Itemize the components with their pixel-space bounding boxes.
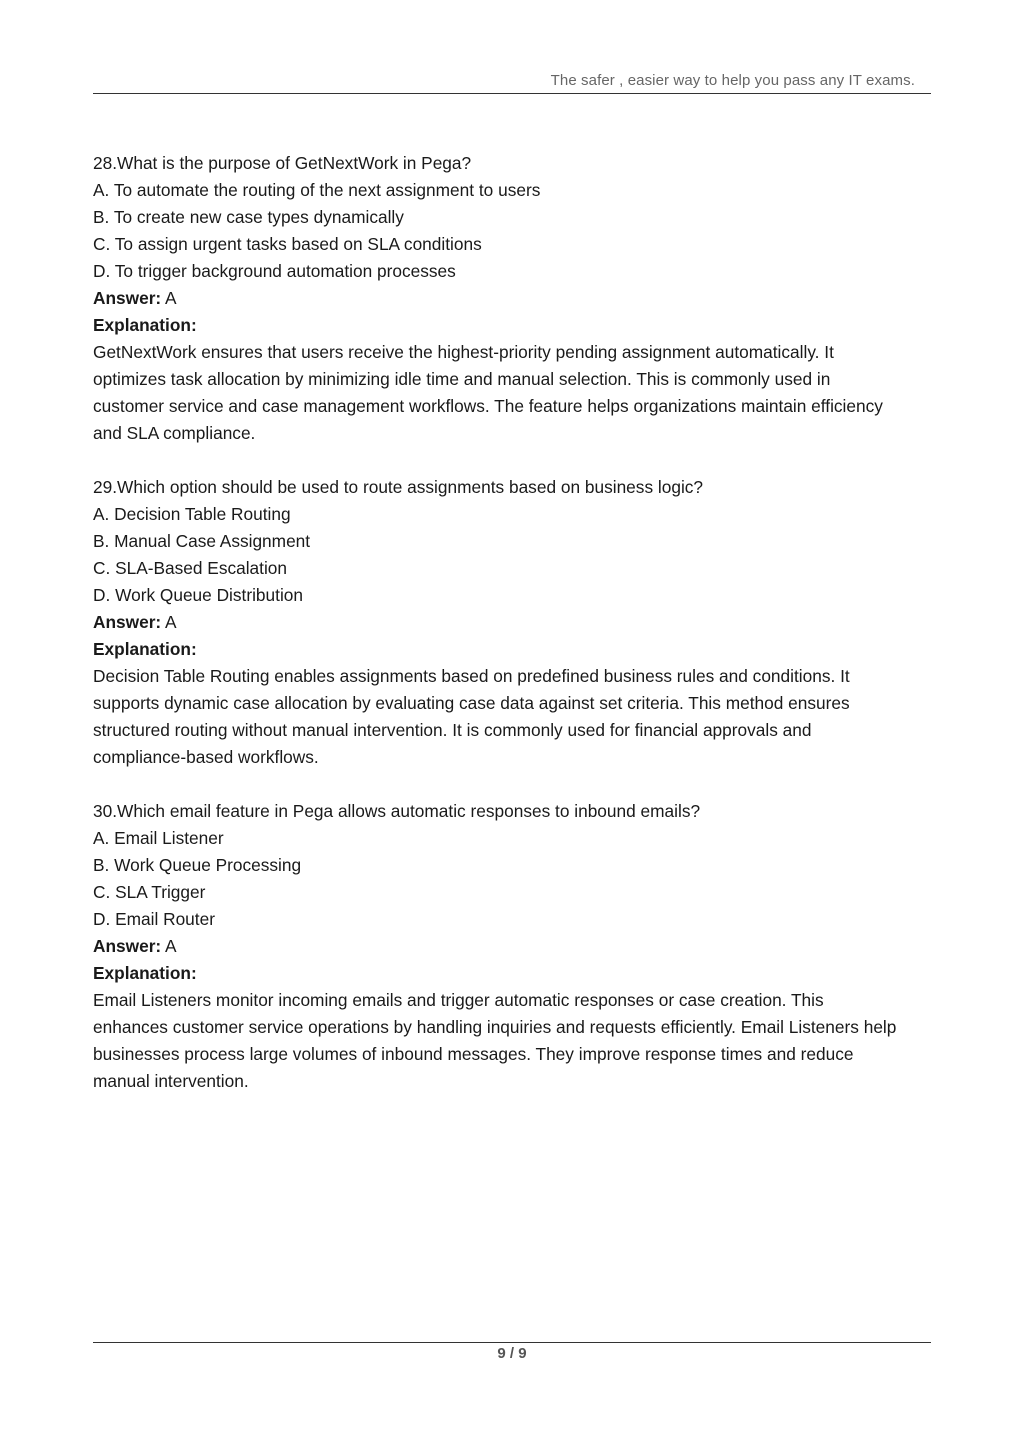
questions-content [93, 150, 933, 1095]
explanation-line: manual intervention. [93, 1071, 249, 1091]
option-c: C. SLA-Based Escalation [93, 558, 288, 578]
question-stem: 29.Which option should be used to route assignments based on business logic? [93, 477, 704, 497]
answer-label: Answer: [93, 612, 162, 632]
answer-line [93, 609, 933, 636]
answer-line [93, 933, 933, 960]
answer-value: A [161, 288, 177, 308]
explanation-line: Decision Table Routing enables assignments based on predefined business rules and conditions. It [93, 666, 850, 686]
header-tagline: The safer , easier way to help you pass any IT exams. [550, 72, 915, 89]
question-block [93, 150, 933, 447]
answer-label: Answer: [93, 936, 162, 956]
explanation-line: compliance-based workflows. [93, 747, 319, 767]
option-d: D. To trigger background automation processes [93, 261, 456, 281]
option-c: C. SLA Trigger [93, 882, 206, 902]
option-d: D. Work Queue Distribution [93, 585, 304, 605]
explanation-line: enhances customer service operations by handling inquiries and requests efficiently. Email Listeners help [93, 1017, 897, 1037]
answer-label: Answer: [93, 288, 162, 308]
option-a: A. Decision Table Routing [93, 504, 291, 524]
option-b: B. Manual Case Assignment [93, 531, 311, 551]
option-a: A. To automate the routing of the next assignment to users [93, 180, 541, 200]
question-stem: 28.What is the purpose of GetNextWork in Pega? [93, 153, 472, 173]
explanation-line: and SLA compliance. [93, 423, 256, 443]
option-b: B. Work Queue Processing [93, 855, 302, 875]
explanation-line: structured routing without manual intervention. It is commonly used for financial approvals and [93, 720, 812, 740]
explanation-line: customer service and case management workflows. The feature helps organizations maintain efficiency [93, 396, 883, 416]
option-b: B. To create new case types dynamically [93, 207, 404, 227]
option-c: C. To assign urgent tasks based on SLA conditions [93, 234, 482, 254]
header-divider [93, 93, 931, 94]
footer-divider [93, 1342, 931, 1343]
question-block [93, 798, 933, 1095]
page-number: 9 / 9 [497, 1345, 527, 1362]
option-d: D. Email Router [93, 909, 215, 929]
explanation-label: Explanation: [93, 315, 197, 335]
answer-line [93, 285, 933, 312]
explanation-line: businesses process large volumes of inbound messages. They improve response times and reduce [93, 1044, 854, 1064]
explanation-label: Explanation: [93, 639, 197, 659]
question-block [93, 474, 933, 771]
explanation-line: GetNextWork ensures that users receive the highest-priority pending assignment automatically. It [93, 342, 834, 362]
answer-value: A [161, 612, 177, 632]
explanation-line: optimizes task allocation by minimizing idle time and manual selection. This is commonly used in [93, 369, 831, 389]
explanation-label: Explanation: [93, 963, 197, 983]
explanation-line: Email Listeners monitor incoming emails and trigger automatic responses or case creation. This [93, 990, 824, 1010]
question-stem: 30.Which email feature in Pega allows automatic responses to inbound emails? [93, 801, 701, 821]
answer-value: A [161, 936, 177, 956]
explanation-line: supports dynamic case allocation by evaluating case data against set criteria. This method ensures [93, 693, 850, 713]
option-a: A. Email Listener [93, 828, 224, 848]
